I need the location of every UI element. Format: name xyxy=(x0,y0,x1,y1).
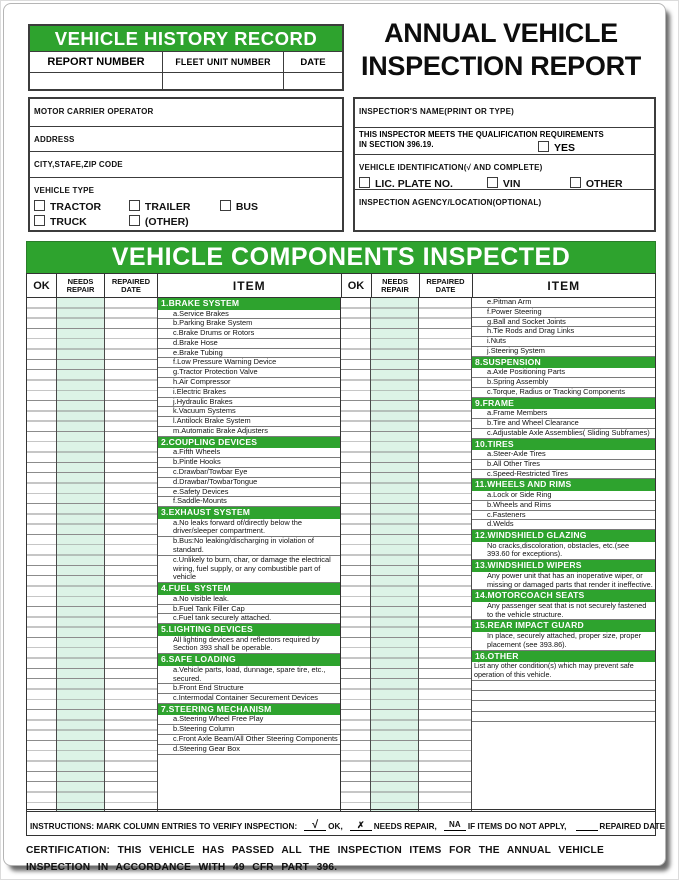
needs-repair-mark-column-left[interactable] xyxy=(57,298,105,811)
vehicle-history-record-title: VEHICLE HISTORY RECORD xyxy=(30,26,342,51)
component-item: f.Saddle-Mounts xyxy=(158,497,340,507)
vehicle-type-other[interactable] xyxy=(129,215,189,228)
component-item: e.Brake Tubing xyxy=(158,349,340,359)
components-table-body xyxy=(27,298,655,811)
inspection-form-sheet xyxy=(3,3,666,873)
checkbox-icon[interactable] xyxy=(129,215,140,226)
section-header: 7.STEERING MECHANISM xyxy=(158,704,340,716)
vehicle-history-record-header xyxy=(30,51,342,73)
address-label: ADDRESS xyxy=(34,134,75,144)
component-item: b.Fuel Tank Filler Cap xyxy=(158,605,340,615)
certification-statement: CERTIFICATION: THIS VEHICLE HAS PASSED ALL THE INSPECTION ITEMS FOR THE ANNUAL VEHICLE INSPECTION IN ACCORDANCE WITH 49 CFR PART 396. xyxy=(26,845,604,873)
blank-row xyxy=(472,691,655,701)
repaired-date-column-left[interactable] xyxy=(105,298,158,811)
component-item: c.Fasteners xyxy=(472,511,655,521)
component-item: a.Fifth Wheels xyxy=(158,448,340,458)
needs-repair-column-header: NEEDS REPAIR xyxy=(372,274,420,297)
ok-column-header: OK xyxy=(342,274,372,297)
vehicle-identification-section xyxy=(355,155,654,190)
section-header: 13.WINDSHIELD WIPERS xyxy=(472,560,655,572)
repaired-date-column-header: REPAIRED DATE xyxy=(420,274,473,297)
item-column-header: ITEM xyxy=(158,274,342,297)
fleet-unit-number-header: FLEET UNIT NUMBER xyxy=(163,52,284,72)
ok-column-header: OK xyxy=(27,274,57,297)
components-right-half xyxy=(341,298,655,811)
components-banner: VEHICLE COMPONENTS INSPECTED xyxy=(26,241,656,274)
component-item: f.Low Pressure Warning Device xyxy=(158,358,340,368)
ok-mark-column-left[interactable] xyxy=(27,298,57,811)
item-list-left xyxy=(158,298,341,811)
component-item: c.Fuel tank securely attached. xyxy=(158,614,340,624)
component-item: b.Steering Column xyxy=(158,725,340,735)
component-item: All lighting devices and reflectors required by Section 393 shall be operable. xyxy=(158,636,340,655)
component-item: a.Steer-Axle Tires xyxy=(472,450,655,460)
component-item: b.All Other Tires xyxy=(472,460,655,470)
date-field[interactable] xyxy=(284,73,342,89)
item-column-header: ITEM xyxy=(547,278,581,293)
ok-instruction-label: OK, xyxy=(328,822,343,831)
blank-row xyxy=(472,681,655,691)
component-item: b.Pintle Hooks xyxy=(158,458,340,468)
needs-repair-x-icon: ✗ xyxy=(350,820,372,831)
component-item: c.Speed-Restricted Tires xyxy=(472,470,655,480)
blank-row xyxy=(472,701,655,711)
component-item: c.Unlikely to burn, char, or damage the electrical wiring, fuel supply, or any combustible part of vehicle xyxy=(158,556,340,583)
component-item: Any power unit that has an inoperative wiper, or missing or damaged parts that render it ineffective. xyxy=(472,572,655,591)
qualification-yes-option[interactable] xyxy=(538,141,575,154)
carrier-box xyxy=(28,97,344,232)
components-table xyxy=(26,273,656,812)
vehicle-type-label: VEHICLE TYPE xyxy=(34,185,95,195)
component-item: g.Tractor Protection Valve xyxy=(158,368,340,378)
tractor-label: TRACTOR xyxy=(50,200,102,213)
component-item: a.Axle Positioning Parts xyxy=(472,368,655,378)
id-option-other[interactable] xyxy=(570,177,623,190)
city-state-zip-field[interactable] xyxy=(30,152,342,178)
section-header: 12.WINDSHIELD GLAZING xyxy=(472,530,655,542)
qualification-section xyxy=(355,128,654,155)
component-item: g.Ball and Socket Joints xyxy=(472,318,655,328)
component-item: c.Adjustable Axle Assemblies( Sliding Subframes) xyxy=(472,429,655,439)
blank-row xyxy=(472,712,655,722)
component-item: b.Front End Structure xyxy=(158,684,340,694)
address-field[interactable] xyxy=(30,127,342,152)
instructions-prefix: INSTRUCTIONS: MARK COLUMN ENTRIES TO VERIFY INSPECTION: xyxy=(30,822,298,831)
id-other-label: OTHER xyxy=(585,178,623,190)
vehicle-history-record-entry-row xyxy=(30,73,342,89)
vehicle-type-section xyxy=(30,178,342,230)
checkbox-icon[interactable] xyxy=(34,215,45,226)
item-list-right xyxy=(472,298,655,811)
component-item: c.Front Axle Beam/All Other Steering Components xyxy=(158,735,340,745)
inspector-name-label: INSPECTIOR'S NAME(PRINT OR TYPE) xyxy=(359,107,514,116)
component-item: h.Tie Rods and Drag Links xyxy=(472,327,655,337)
date-header: DATE xyxy=(300,56,326,68)
component-item: d.Drawbar/TowbarTongue xyxy=(158,478,340,488)
vehicle-identification-options xyxy=(359,177,650,190)
checkbox-icon[interactable] xyxy=(359,177,370,188)
checkbox-icon[interactable] xyxy=(129,200,140,211)
component-item: i.Electric Brakes xyxy=(158,388,340,398)
id-option-license-plate[interactable] xyxy=(359,177,484,190)
section-header: 8.SUSPENSION xyxy=(472,357,655,369)
vehicle-type-truck[interactable] xyxy=(34,215,126,228)
needs-repair-instruction-label: NEEDS REPAIR, xyxy=(373,822,437,831)
checkbox-icon[interactable] xyxy=(538,141,549,152)
id-option-vin[interactable] xyxy=(487,177,567,190)
na-instruction-label: IF ITEMS DO NOT APPLY, xyxy=(467,822,567,831)
motor-carrier-field[interactable] xyxy=(30,99,342,127)
checkbox-icon[interactable] xyxy=(220,200,231,211)
report-number-field[interactable] xyxy=(30,73,163,89)
vehicle-type-row2 xyxy=(34,215,338,228)
needs-repair-column-header: NEEDS REPAIR xyxy=(57,274,105,297)
component-item: c.Intermodal Container Securement Devices xyxy=(158,694,340,704)
report-number-header: REPORT NUMBER xyxy=(30,52,163,72)
checkbox-icon[interactable] xyxy=(34,200,45,211)
vehicle-identification-label: VEHICLE IDENTIFICATION(√ AND COMPLETE) xyxy=(359,163,543,172)
component-item: a.No visible leak. xyxy=(158,595,340,605)
component-item: i.Nuts xyxy=(472,337,655,347)
section-header: 1.BRAKE SYSTEM xyxy=(158,298,340,310)
fleet-unit-number-field[interactable] xyxy=(163,73,284,89)
checkbox-icon[interactable] xyxy=(570,177,581,188)
section-header: 9.FRAME xyxy=(472,398,655,410)
section-header: 14.MOTORCOACH SEATS xyxy=(472,590,655,602)
vehicle-history-record-box xyxy=(28,24,344,91)
section-header: 4.FUEL SYSTEM xyxy=(158,583,340,595)
section-header: 16.OTHER xyxy=(472,651,655,663)
page-title-line1: ANNUAL VEHICLE xyxy=(384,18,618,48)
component-item: b.Spring Assembly xyxy=(472,378,655,388)
component-item: a.Service Brakes xyxy=(158,310,340,320)
component-item: j.Hydraulic Brakes xyxy=(158,398,340,408)
info-row xyxy=(28,97,656,232)
section-header: 3.EXHAUST SYSTEM xyxy=(158,507,340,519)
section-header: 2.COUPLING DEVICES xyxy=(158,437,340,449)
vin-label: VIN xyxy=(502,178,521,190)
ok-checkmark-icon: √ xyxy=(304,820,326,831)
component-item: b.Wheels and Rims xyxy=(472,501,655,511)
components-table-header xyxy=(27,274,655,298)
truck-label: TRUCK xyxy=(50,215,87,228)
vehicle-type-tractor[interactable] xyxy=(34,200,126,213)
inspection-agency-label: INSPECTION AGENCY/LOCATION(OPTIONAL) xyxy=(359,198,542,207)
checkbox-icon[interactable] xyxy=(487,177,498,188)
city-state-zip-label: CITY,STAFE,ZIP CODE xyxy=(34,159,123,169)
vehicle-type-trailer[interactable] xyxy=(129,200,217,213)
component-item: l.Antilock Brake System xyxy=(158,417,340,427)
component-item: a.Lock or Side Ring xyxy=(472,491,655,501)
repaired-date-instruction-label: REPAIRED DATE xyxy=(599,822,666,831)
na-mark: NA xyxy=(444,820,466,831)
section-header: 6.SAFE LOADING xyxy=(158,654,340,666)
component-item: d.Welds xyxy=(472,520,655,530)
component-item: c.Brake Drums or Rotors xyxy=(158,329,340,339)
component-item: d.Steering Gear Box xyxy=(158,745,340,755)
needs-repair-mark-column-right[interactable] xyxy=(371,298,419,811)
ok-mark-column-right[interactable] xyxy=(341,298,371,811)
repaired-date-blank-line[interactable] xyxy=(576,821,598,831)
inspector-box xyxy=(353,97,656,232)
component-item: j.Steering System xyxy=(472,347,655,357)
component-item: b.Tire and Wheel Clearance xyxy=(472,419,655,429)
component-item: f.Power Steering xyxy=(472,308,655,318)
component-item: m.Automatic Brake Adjusters xyxy=(158,427,340,437)
section-header: 11.WHEELS AND RIMS xyxy=(472,479,655,491)
component-item: k.Vacuum Systems xyxy=(158,407,340,417)
other-label: (OTHER) xyxy=(144,215,189,228)
component-item: h.Air Compressor xyxy=(158,378,340,388)
vehicle-type-row1 xyxy=(34,200,338,213)
component-item: b.Bus:No leaking/discharging in violation of standard. xyxy=(158,537,340,556)
component-item: a.No leaks forward of/directly below the driver/sleeper compartment. xyxy=(158,519,340,538)
component-item: a.Steering Wheel Free Play xyxy=(158,715,340,725)
yes-label: YES xyxy=(554,142,576,154)
component-item: a.Frame Members xyxy=(472,409,655,419)
component-item: a.Vehicle parts, load, dunnage, spare tire, etc., secured. xyxy=(158,666,340,685)
instructions-bar xyxy=(26,809,666,836)
license-plate-label: LIC. PLATE NO. xyxy=(375,178,453,190)
components-left-half xyxy=(27,298,341,811)
component-item: In place, securely attached, proper size, proper placement (see 393.86). xyxy=(472,632,655,651)
repaired-date-column-right[interactable] xyxy=(419,298,472,811)
qualification-text: THIS INSPECTOR MEETS THE QUALIFICATION REQUIREMENTS IN SECTION 396.19. xyxy=(359,130,604,149)
component-item: d.Brake Hose xyxy=(158,339,340,349)
page-title-line2: INSPECTION REPORT xyxy=(361,51,641,81)
repaired-date-column-header: REPAIRED DATE xyxy=(105,274,158,297)
inspection-agency-field[interactable] xyxy=(355,190,654,230)
page-title xyxy=(350,17,652,83)
trailer-label: TRAILER xyxy=(144,200,191,213)
component-item: c.Torque, Radius or Tracking Components xyxy=(472,388,655,398)
component-item: b.Parking Brake System xyxy=(158,319,340,329)
motor-carrier-label: MOTOR CARRIER OPERATOR xyxy=(34,107,154,116)
component-item: c.Drawbar/Towbar Eye xyxy=(158,468,340,478)
vehicle-type-bus[interactable] xyxy=(220,200,258,213)
section-header: 5.LIGHTING DEVICES xyxy=(158,624,340,636)
inspector-name-field[interactable] xyxy=(355,99,654,128)
component-item: List any other condition(s) which may prevent safe operation of this vehicle. xyxy=(472,662,655,681)
component-item: No cracks,discoloration, obstacles, etc.(see 393.60 for exceptions). xyxy=(472,542,655,561)
bus-label: BUS xyxy=(235,200,259,213)
component-item: e.Pitman Arm xyxy=(472,298,655,308)
component-item: Any passenger seat that is not securely fastened to the vehicle structure. xyxy=(472,602,655,621)
component-item: e.Safety Devices xyxy=(158,488,340,498)
section-header: 15.REAR IMPACT GUARD xyxy=(472,620,655,632)
section-header: 10.TIRES xyxy=(472,439,655,451)
